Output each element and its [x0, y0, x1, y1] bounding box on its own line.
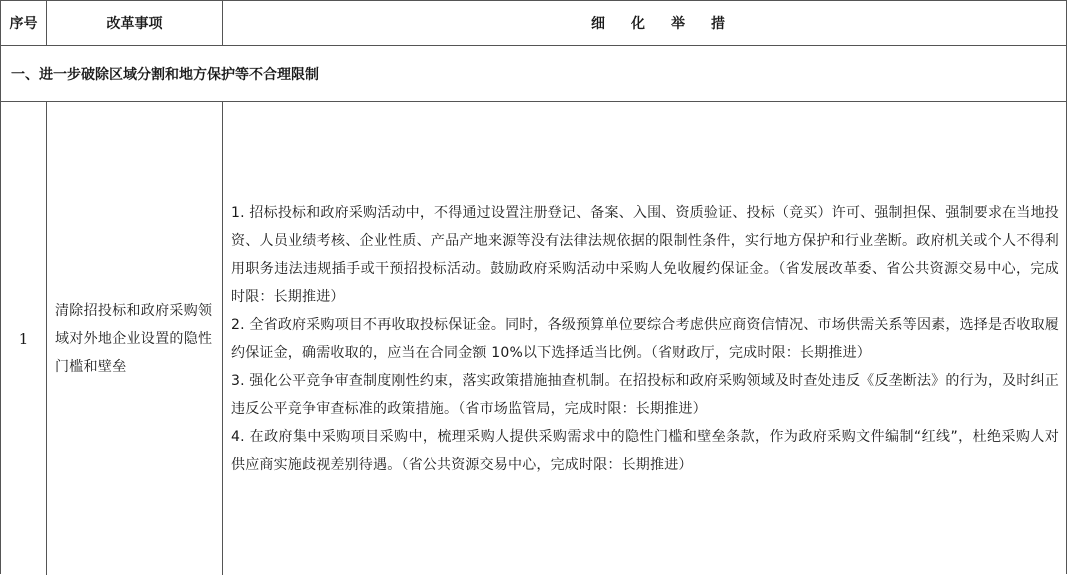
- section-title: 一、进一步破除区域分割和地方保护等不合理限制: [11, 66, 319, 83]
- row-item: [55, 102, 217, 575]
- header-measures: 细化举措: [591, 16, 751, 32]
- measure-item-2: 2. 全省政府采购项目不再收取投标保证金。同时，各级预算单位要综合考虑供应商资信情况、市场供需关系等因素，选择是否收取履约保证金，确需收取的，应当在合同金额 10%以下选择适当比例。（省财政厅，完成时限：长期推进）: [231, 316, 1059, 361]
- measure-item-1: 1. 招标投标和政府采购活动中，不得通过设置注册登记、备案、入围、资质验证、投标（竞买）许可、强制担保、强制要求在当地投资、人员业绩考核、企业性质、产品产地来源等没有法律法规依据的限制性条件，实行地方保护和行业垄断。政府机关或个人不得利用职务违法违规插手或干预招投标活动。鼓励政府采购活动中采购人免收履约保证金。（省发展改革委、省公共资源交易中心，完成时限：长期推进）: [231, 204, 1059, 305]
- column-divider-seq-body: [46, 101, 47, 575]
- column-divider-item-body: [222, 101, 223, 575]
- row-item-text: 清除招投标和政府采购领域对外地企业设置的隐性门槛和壁垒: [55, 302, 213, 375]
- header-seq: 序号: [9, 16, 38, 32]
- measure-item-3: 3. 强化公平竞争审查制度刚性约束，落实政策措施抽查机制。在招投标和政府采购领域及时查处违反《反垄断法》的行为，及时纠正违反公平竞争审查标准的政策措施。（省市场监管局，完成时限：长期推进）: [231, 372, 1059, 417]
- header-item: 改革事项: [106, 16, 163, 32]
- row-seq: 1: [18, 329, 29, 348]
- row-measures: [231, 102, 1059, 575]
- measure-item-4: 4. 在政府集中采购项目采购中，梳理采购人提供采购需求中的隐性门槛和壁垒条款，作为政府采购文件编制“红线”，杜绝采购人对供应商实施歧视差别待遇。（省公共资源交易中心，完成时限：长期推进）: [231, 428, 1059, 473]
